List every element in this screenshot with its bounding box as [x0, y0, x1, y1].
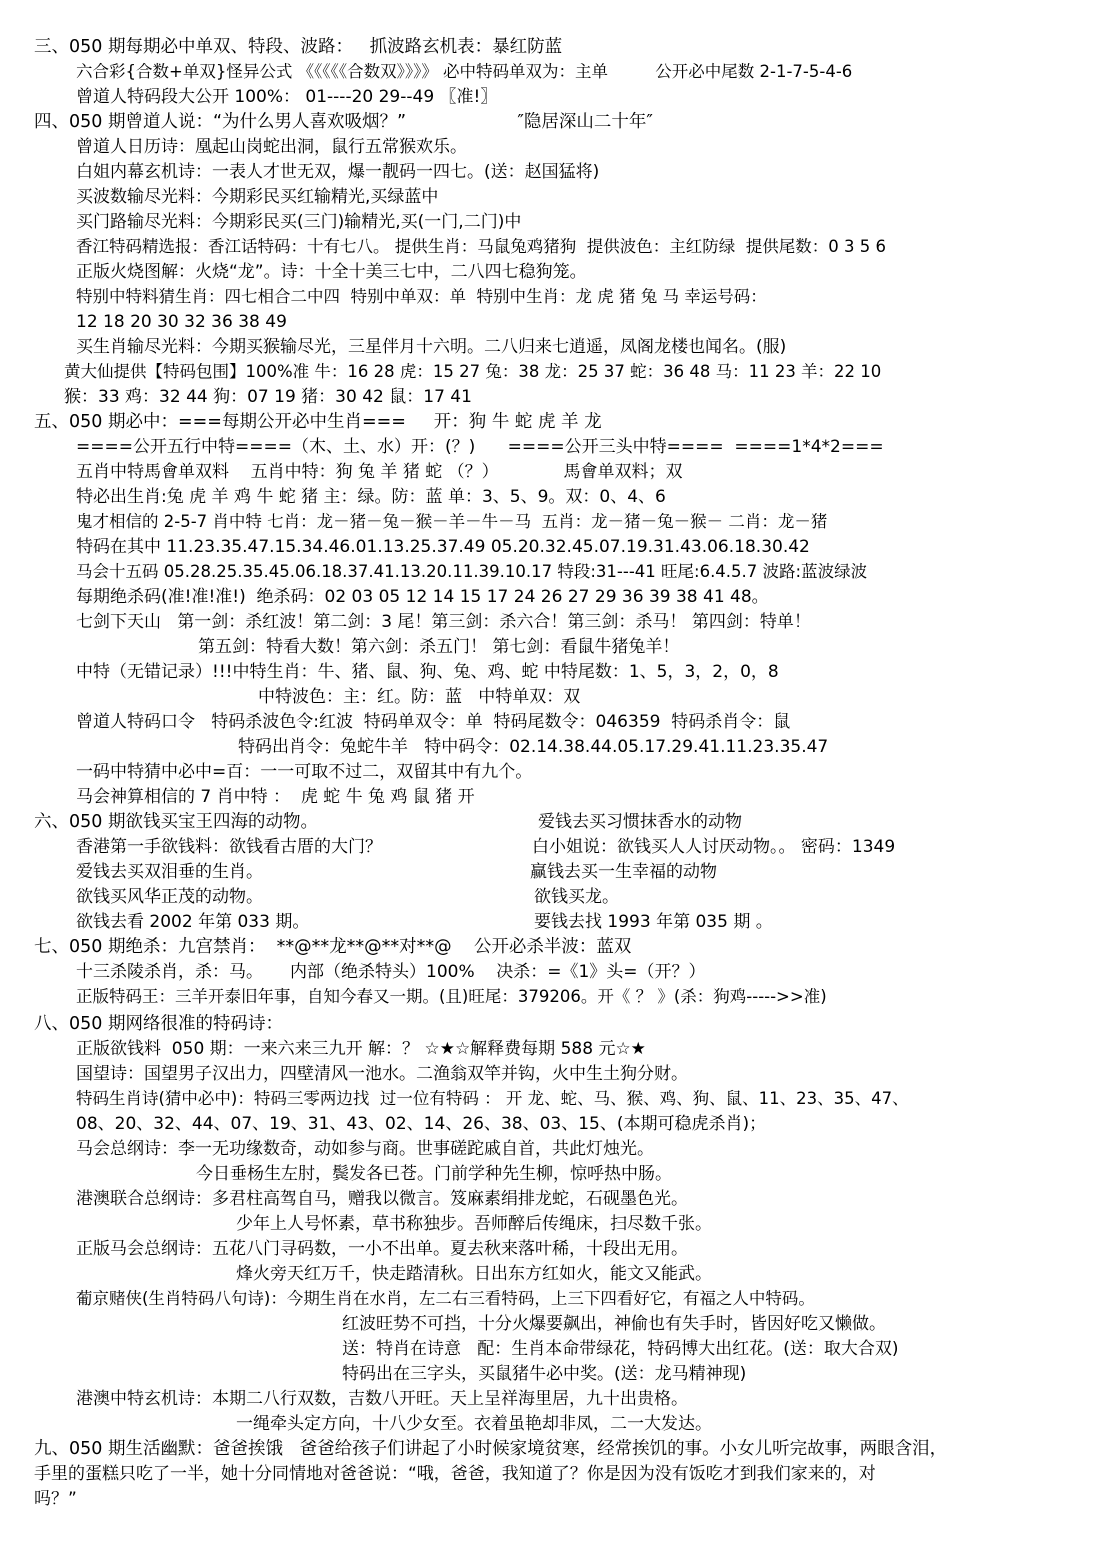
- section-6-heading: 六、050 期欲钱买宝王四海的动物。: [34, 812, 318, 832]
- text-line: 买生肖输尽光料：今期买猴输尽光，三星伴月十六明。二八归来七逍遥，凤阁龙楼也闻名。(服): [76, 337, 787, 357]
- text-line: 曾道人特码口令 特码杀波色令:红波 特码单双令：单 特码尾数令：046359 特码杀肖令：鼠: [76, 712, 791, 732]
- text-line: 黄大仙提供【特码包围】100%准 牛：16 28 虎：15 27 兔：38 龙：25 37 蛇：36 48 马：11 23 羊：22 10: [64, 362, 882, 381]
- text-line: 曾道人特码段大公开 100%： 01----20 29--49 〖准!〗: [76, 87, 498, 107]
- text-line: 马会神算相信的 7 肖中特 ： 虎 蛇 牛 兔 鸡 鼠 猪 开: [76, 787, 475, 807]
- section-7-heading: 七、050 期绝杀：九宫禁肖： **@**龙**@**对**@ 公开必杀半波：蓝双: [34, 937, 632, 957]
- text-line: 特码出在三字头，买鼠猪牛必中奖。(送：龙马精神现): [342, 1364, 747, 1384]
- text-line: 欲钱去看 2002 年第 033 期。: [76, 912, 310, 932]
- text-line: 六合彩{合数+单双}怪异公式 《《《《《合数双》》》》 必中特码单双为：主单 公开必中尾数 2-1-7-5-4-6: [76, 62, 853, 81]
- text-line: 葡京赌侠(生肖特码八句诗)：今期生肖在水肖，左二右三看特码，上三下四看好它，有福之人中特码。: [76, 1289, 815, 1308]
- text-line: 五肖中特馬會单双料 五肖中特：狗 兔 羊 猪 蛇 （？） 馬會单双料；双: [76, 462, 683, 482]
- text-line: 中特波色：主：红。防：蓝 中特单双：双: [258, 687, 581, 707]
- text-line: 特别中特料猜生肖：四七相合二中四 特别中单双：单 特别中生肖：龙 虎 猪 兔 马 幸运号码：: [76, 287, 767, 306]
- text-line: 曾道人日历诗：凰起山岗蛇出洞，鼠行五常猴欢乐。: [76, 137, 467, 157]
- section-3-heading: 三、050 期每期必中单双、特段、波路： 抓波路玄机表：暴红防蓝: [34, 37, 563, 57]
- text-line: 今日垂杨生左肘，鬓发各已苍。门前学种先生柳，惊呼热中肠。: [196, 1164, 672, 1184]
- text-line: 赢钱去买一生幸福的动物: [530, 862, 717, 882]
- text-line: 鬼才相信的 2-5-7 肖中特 七肖：龙－猪－兔－猴－羊－牛－马 五肖：龙－猪－兔－猴－ 二肖：龙－猪: [76, 512, 828, 531]
- section-9-heading: 九、050 期生活幽默：爸爸挨饿 爸爸给孩子们讲起了小时候家境贫寒，经常挨饥的事。小女儿听完故事，两眼含泪，: [34, 1439, 948, 1459]
- text-line: 买门路输尽光料：今期彩民买(三门)输精光,买(一门,二门)中: [76, 212, 522, 232]
- text-line: 第五剑：特看大数！第六剑：杀五门！ 第七剑：看鼠牛猪兔羊！: [198, 637, 680, 657]
- text-line: 吗？”: [34, 1489, 77, 1509]
- section-4-heading: 四、050 期曾道人说：“为什么男人喜欢吸烟？” ″隐居深山二十年″: [34, 112, 653, 132]
- text-line: 特码出肖令：兔蛇牛羊 特中码令：02.14.38.44.05.17.29.41.11.23.35.47: [238, 737, 829, 757]
- text-line: 少年上人号怀素，草书称独步。吾师醉后传绳床，扫尽数千张。: [236, 1214, 712, 1234]
- text-line: 手里的蛋糕只吃了一半，她十分同情地对爸爸说：“哦，爸爸，我知道了？你是因为没有饭吃才到我们家来的，对: [34, 1464, 876, 1484]
- section-5-heading: 五、050 期必中：===每期公开必中生肖=== 开：狗 牛 蛇 虎 羊 龙: [34, 412, 602, 432]
- text-line: 欲钱买风华正茂的动物。: [76, 887, 263, 907]
- text-line: 烽火旁天红万千，快走踏清秋。日出东方红如火，能文又能武。: [236, 1264, 712, 1284]
- text-line: 爱钱去买习惯抹香水的动物: [538, 812, 742, 832]
- text-line: 每期绝杀码(准!准!准!) 绝杀码：02 03 05 12 14 15 17 24 26 27 29 36 39 38 41 48。: [76, 587, 769, 607]
- text-line: 正版火烧图解：火烧“龙”。诗：十全十美三七中，二八四七稳狗笼。: [76, 262, 587, 282]
- text-line: 港澳联合总纲诗：多君柱高驾自马，赠我以微言。笈麻素绢排龙蛇，石砚墨色光。: [76, 1189, 688, 1209]
- section-8-heading: 八、050 期网络很准的特码诗：: [34, 1014, 283, 1034]
- text-line: 红波旺势不可挡，十分火爆要飙出，神偷也有失手时，皆因好吃又懒做。: [342, 1314, 886, 1334]
- text-line: 要钱去找 1993 年第 035 期 。: [534, 912, 773, 932]
- text-line: ====公开五行中特====（木、土、水）开：(？) ====公开三头中特==== ====1*4*2===: [76, 437, 884, 457]
- text-line: 港澳中特玄机诗：本期二八行双数，吉数八开旺。天上呈祥海里居，九十出贵格。: [76, 1389, 688, 1409]
- text-line: 香港第一手欲钱料：欲钱看古厝的大门？: [76, 837, 382, 857]
- text-line: 白小姐说：欲钱买人人讨厌动物。。 密码：1349: [532, 837, 896, 857]
- text-line: 香江特码精选报：香江话特码：十有七八。 提供生肖：马鼠兔鸡猪狗 提供波色：主红防绿 提供尾数：0 3 5 6: [76, 237, 886, 256]
- text-line: 特必出生肖:兔 虎 羊 鸡 牛 蛇 猪 主：绿。防：蓝 单：3、5、9。双：0、4、6: [76, 487, 666, 507]
- text-line: 马会总纲诗：李一无功缘数奇，动如参与商。世事磋跎戚自首，共此灯烛光。: [76, 1139, 654, 1159]
- text-line: 欲钱买龙。: [534, 887, 619, 907]
- text-line: 12 18 20 30 32 36 38 49: [76, 312, 287, 332]
- text-line: 送：特肖在诗意 配：生肖本命带绿花，特码博大出红花。(送：取大合双): [342, 1339, 899, 1359]
- text-line: 买波数输尽光料：今期彩民买红输精光,买绿蓝中: [76, 187, 439, 207]
- text-line: 猴：33 鸡：32 44 狗：07 19 猪：30 42 鼠：17 41: [64, 387, 472, 407]
- text-line: 08、20、32、44、07、19、31、43、02、14、26、38、03、15、(本期可稳虎杀肖)；: [76, 1114, 767, 1134]
- text-line: 正版特码王：三羊开泰旧年事，自知今春又一期。(且)旺尾：379206。开《 ？ 》(杀：狗鸡----->>准): [76, 987, 827, 1006]
- text-line: 爱钱去买双泪垂的生肖。: [76, 862, 263, 882]
- text-line: 正版马会总纲诗：五花八门寻码数，一小不出单。夏去秋来落叶稀，十段出无用。: [76, 1239, 688, 1259]
- text-line: 白姐内幕玄机诗：一表人才世无双，爆一靓码一四七。(送：赵国猛将): [76, 162, 600, 182]
- text-line: 七剑下天山 第一剑：杀红波！第二剑：3 尾！第三剑：杀六合！第三剑：杀马！ 第四剑：特单！: [76, 612, 811, 632]
- text-line: 一绳牵头定方向，十八少女至。衣着虽艳却非凤，二一大发达。: [236, 1414, 712, 1434]
- text-line: 一码中特猜中必中=百：一一可取不过二，双留其中有九个。: [76, 762, 533, 782]
- text-line: 特码生肖诗(猜中必中)：特码三零两边找 过一位有特码 ： 开 龙、蛇、马、猴、鸡、狗、鼠、11、23、35、47、: [76, 1089, 909, 1108]
- text-line: 特码在其中 11.23.35.47.15.34.46.01.13.25.37.49 05.20.32.45.07.19.31.43.06.18.30.42: [76, 537, 810, 557]
- text-line: 十三杀陵杀肖，杀：马。 内部（绝杀特头）100% 决杀：=《1》头=（开？）: [76, 962, 706, 982]
- text-line: 马会十五码 05.28.25.35.45.06.18.37.41.13.20.11.39.10.17 特段:31---41 旺尾:6.4.5.7 波路:蓝波绿波: [76, 562, 868, 581]
- text-line: 正版欲钱料 050 期：一来六来三九开 解：？ ☆★☆解释费每期 588 元☆★: [76, 1039, 646, 1059]
- text-line: 国望诗：国望男子汉出力，四壁清风一池水。二渔翁双竿并钩，火中生土狗分财。: [76, 1064, 688, 1084]
- text-line: 中特（无错记录）!!!中特生肖：牛、猪、鼠、狗、兔、鸡、蛇 中特尾数：1、5，3，2，0，8: [76, 662, 779, 682]
